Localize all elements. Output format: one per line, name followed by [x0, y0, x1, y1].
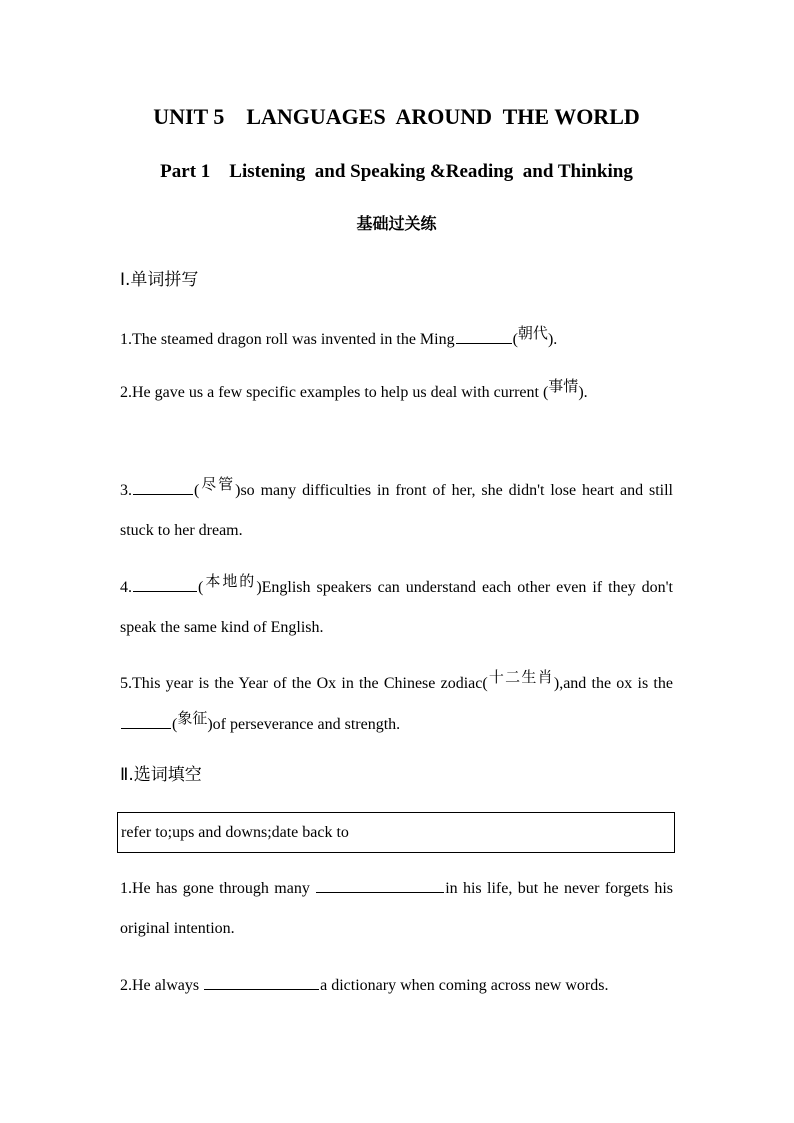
q2-text-end: ). — [578, 384, 588, 401]
section-heading-spelling: Ⅰ.单词拼写 — [120, 270, 199, 290]
question-fill-1 — [120, 869, 673, 949]
question-fill-2 — [120, 973, 673, 999]
unit-title: UNIT 5 LANGUAGES AROUND THE WORLD — [153, 104, 640, 129]
answer-blank[interactable] — [316, 891, 444, 893]
answer-blank[interactable] — [204, 988, 319, 990]
q4-text: )English speakers can understand each other even if they don't speak the same kind of English. — [120, 579, 673, 636]
chinese-hint: 十二生肖 — [487, 668, 554, 686]
answer-blank[interactable] — [133, 590, 197, 592]
chinese-hint: 象征 — [177, 709, 208, 727]
chinese-hint: 本地的 — [203, 572, 257, 590]
q5-text: 5.This year is the Year of the Ox in the Chinese zodiac( — [120, 675, 488, 692]
question-spelling-3: 3. (尽管)so many difficulties in front of her, she didn't lose heart and still stuck to her dream. — [120, 475, 673, 539]
chinese-hint: 事情 — [548, 377, 579, 395]
chinese-hint: 朝代 — [517, 324, 548, 342]
answer-blank[interactable] — [121, 727, 171, 729]
word-bank-box: refer to;ups and downs;date back to — [117, 812, 675, 853]
q1-text-end: ). — [547, 331, 558, 348]
fill-q2-text-end: a dictionary when coming across new words. — [320, 977, 609, 994]
q2-text: 2.He gave us a few specific examples to help us deal with current ( — [120, 384, 549, 401]
q1-text: 1.The steamed dragon roll was invented in the Ming — [120, 331, 455, 348]
exercise-level-heading: 基础过关练 — [356, 214, 437, 233]
q4-number: 4. — [120, 579, 132, 596]
part-subtitle: Part 1 Listening and Speaking &Reading and Thinking — [160, 161, 633, 182]
question-spelling-1: 1.The steamed dragon roll was invented in the Ming (朝代). — [120, 324, 558, 348]
q3-text: )so many difficulties in front of her, she didn't lose heart and still stuck to her dream. — [120, 482, 673, 539]
answer-blank[interactable] — [133, 493, 193, 495]
q5-text-end: )of perseverance and strength. — [207, 716, 401, 733]
question-spelling-4: 4. (本地的)English speakers can understand each other even if they don't speak the same kind of English. — [120, 572, 673, 636]
q5-text-mid: ),and the ox is the — [553, 675, 673, 692]
fill-q2-text: 2.He always — [120, 977, 204, 994]
question-spelling-2 — [120, 372, 673, 413]
answer-blank[interactable] — [456, 342, 512, 344]
question-spelling-5: 5.This year is the Year of the Ox in the Chinese zodiac(十二生肖),and the ox is the(象征)of perseverance and strength. — [120, 668, 673, 733]
chinese-hint: 尽管 — [199, 475, 236, 493]
fill-q1-text: 1.He has gone through many — [120, 880, 316, 897]
q3-number: 3. — [120, 482, 132, 499]
section-heading-fill-in: Ⅱ.选词填空 — [120, 765, 202, 785]
fill-q1-text-end: in his life, but he never forgets his original intention. — [120, 880, 674, 937]
